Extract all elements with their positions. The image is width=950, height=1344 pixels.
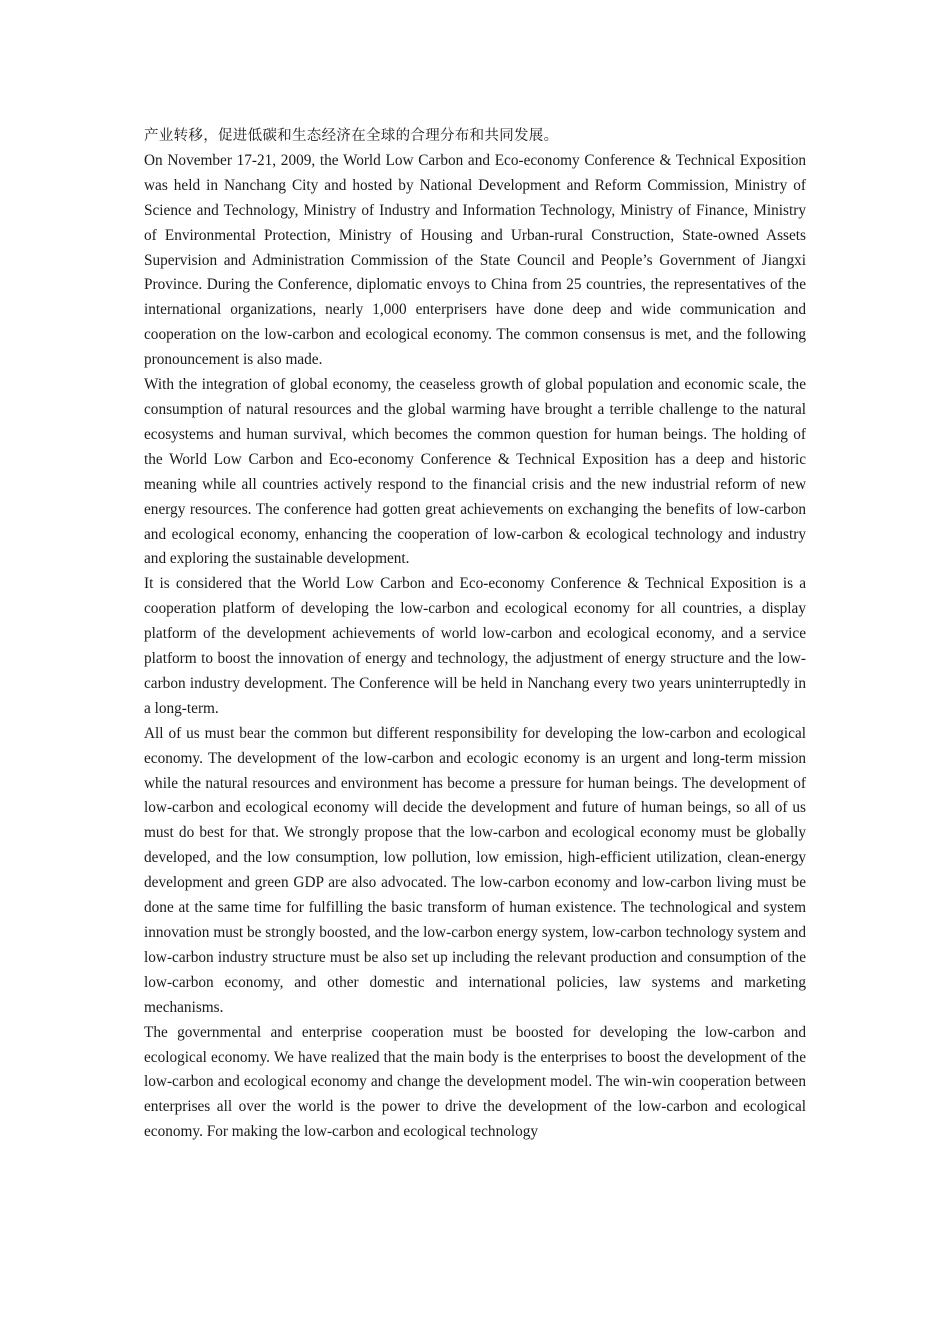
paragraph-global-challenge: With the integration of global economy, the ceaseless growth of global population and economic scale, the consumption of natural resources and the global warming have brought a terrible challenge to the natural ecosystems and human survival, which becomes the common question for human beings. The holding of the World Low Carbon and Eco-economy Conference & Technical Exposition has a deep and historic meaning while all countries actively respond to the financial crisis and the new industrial reform of new energy resources. The conference had gotten great achievements on exchanging the benefits of low-carbon and ecological economy, enhancing the cooperation of low-carbon & ecological technology and industry and exploring the sustainable development. (144, 376, 806, 568)
paragraph-responsibility: All of us must bear the common but different responsibility for developing the low-carbon and ecological economy. The development of the low-carbon and ecologic economy is an urgent and long-term mission while the natural resources and environment has become a pressure for human beings. The development of low-carbon and ecological economy will decide the development and future of human beings, so all of us must do best for that. We strongly propose that the low-carbon and ecological economy must be globally developed, and the low consumption, low pollution, low emission, high-efficient utilization, clean-energy development and green GDP are also advocated. The low-carbon economy and low-carbon living must be done at the same time for fulfilling the basic transform of human existence. The technological and system innovation must be strongly boosted, and the low-carbon energy system, low-carbon technology system and low-carbon industry structure must be also set up including the relevant production and consumption of the low-carbon economy, and other domestic and international policies, law systems and marketing mechanisms. (144, 724, 806, 1016)
paragraph-conference-overview: On November 17-21, 2009, the World Low Carbon and Eco-economy Conference & Technical Exposition was held in Nanchang City and hosted by National Development and Reform Commission, Ministry of Science and Technology, Ministry of Industry and Information Technology, Ministry of Finance, Ministry of Environmental Protection, Ministry of Housing and Urban-rural Construction, State-owned Assets Supervision and Administration Commission of the State Council and People’s Government of Jiangxi Province. During the Conference, diplomatic envoys to China from 25 countries, the representatives of the international organizations, nearly 1,000 enterprisers have done deep and wide communication and cooperation on the low-carbon and ecological economy. The common consensus is met, and the following pronouncement is also made. (144, 151, 806, 369)
document-body (144, 124, 806, 1145)
paragraph-cooperation: The governmental and enterprise cooperation must be boosted for developing the low-carbon and ecological economy. We have realized that the main body is the enterprises to boost the development of the low-carbon and ecological economy and change the development model. The win-win cooperation between enterprises all over the world is the power to drive the development of the low-carbon and ecological economy. For making the low-carbon and ecological technology (144, 1023, 806, 1141)
lead-line-chinese: 产业转移，促进低碳和生态经济在全球的合理分布和共同发展。 (144, 128, 559, 144)
paragraph-platform: It is considered that the World Low Carbon and Eco-economy Conference & Technical Exposition is a cooperation platform of developing the low-carbon and ecological economy for all countries, a display platform of the development achievements of world low-carbon and ecological economy, and a service platform to boost the innovation of energy and technology, the adjustment of energy structure and the low-carbon industry development. The Conference will be held in Nanchang every two years uninterruptedly in a long-term. (144, 575, 806, 717)
